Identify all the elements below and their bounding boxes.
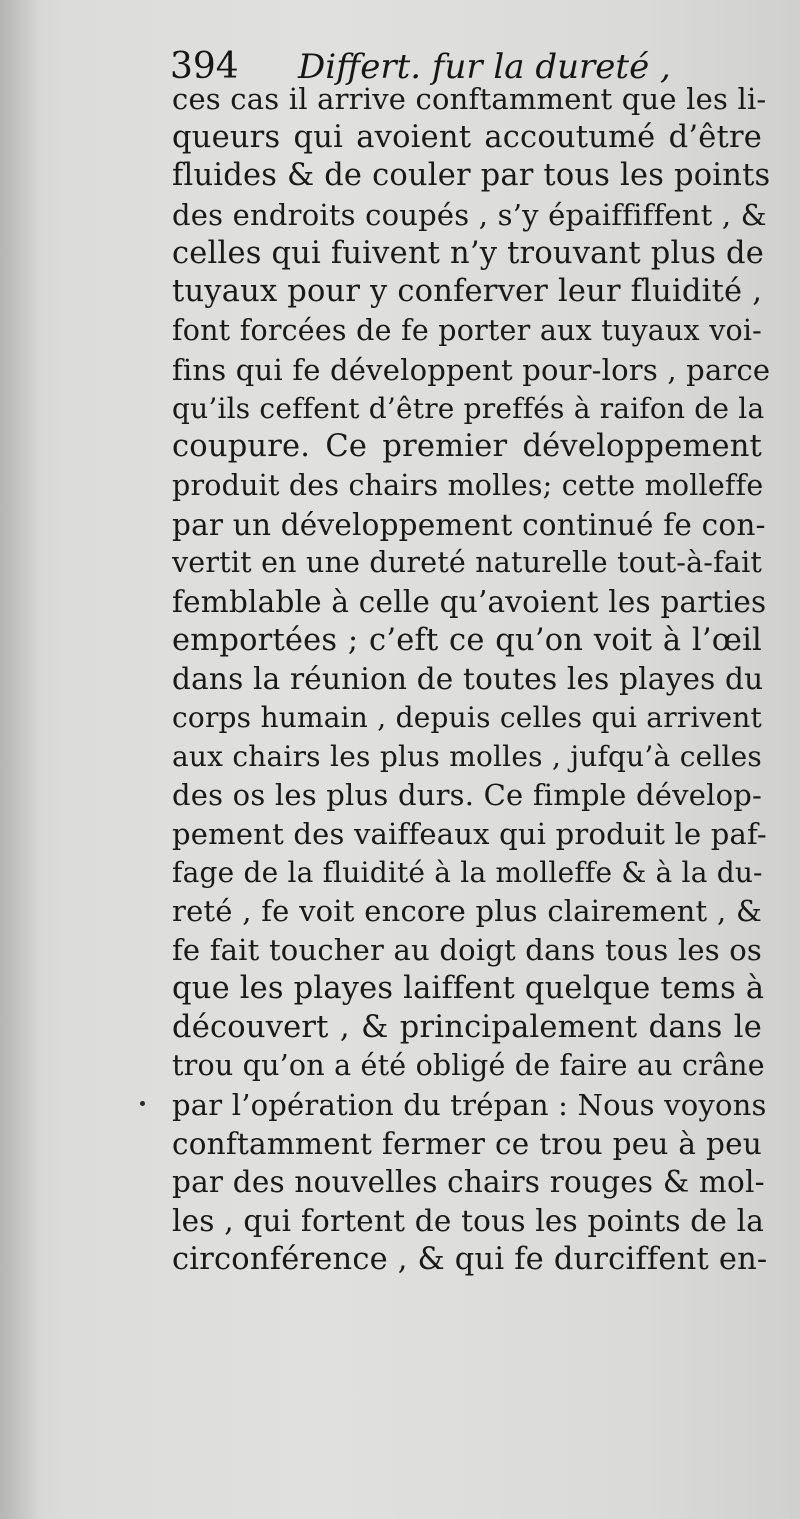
text-line: conftamment fermer ce trou peu à peu <box>172 1126 762 1161</box>
text-line: les , qui fortent de tous les points de la <box>172 1203 765 1238</box>
text-line: des endroits coupés , s’y épaiffiffent , & <box>172 198 767 233</box>
text-line: qu’ils ceffent d’être preffés à raifon de la <box>172 391 765 425</box>
text-line: produit des chairs molles; cette molleffe <box>172 468 764 502</box>
text-line: par des nouvelles chairs rouges & mol- <box>172 1165 765 1200</box>
gutter-shadow <box>0 0 40 1519</box>
margin-mark <box>140 1101 145 1106</box>
text-line: dans la réunion de toutes les playes du <box>172 662 764 697</box>
text-line: fe fait toucher au doigt dans tous les os <box>172 933 762 968</box>
text-line: queurs qui avoient accoutumé d’être <box>172 119 762 155</box>
text-line: des os les plus durs. Ce fimple dévelop- <box>172 778 762 813</box>
text-line: pement des vaiffeaux qui produit le paf- <box>172 817 767 852</box>
text-line: par l’opération du trépan : Nous voyons <box>172 1087 767 1122</box>
text-line: fins qui fe développent pour-lors , parce <box>172 352 771 387</box>
text-line: font forcées de fe porter aux tuyaux voi- <box>172 314 762 348</box>
text-line: trou qu’on a été obligé de faire au crâne <box>172 1049 765 1083</box>
text-line: corps humain , depuis celles qui arrivent <box>172 701 762 734</box>
text-line: que les playes laiffent quelque tems à <box>172 970 765 1006</box>
text-line: vertit en une dureté naturelle tout-à-fait <box>172 546 763 580</box>
text-line: fluides & de couler par tous les points <box>172 158 771 194</box>
text-line: ces cas il arrive conftamment que les li- <box>172 82 767 116</box>
text-line: circonférence , & qui fe durciffent en- <box>172 1241 768 1277</box>
running-head: Differt. fur la dureté , <box>298 47 671 87</box>
text-line: par un développement continué fe con- <box>172 507 766 542</box>
text-line: femblable à celle qu’avoient les parties <box>172 584 767 619</box>
body-text <box>172 80 771 1279</box>
text-line: tuyaux pour y conferver leur fluidité , <box>172 274 763 310</box>
text-line: emportées ; c’eft ce qu’on voit à l’œil <box>172 622 762 658</box>
text-line: aux chairs les plus molles , jufqu’à celles <box>172 739 762 773</box>
text-line: reté , fe voit encore plus clairement , & <box>172 894 762 929</box>
text-line: fage de la fluidité à la molleffe & à la du- <box>172 855 763 889</box>
text-line: coupure. Ce premier développement <box>172 429 762 465</box>
page-number: 394 <box>170 46 239 87</box>
text-line: celles qui fuivent n’y trouvant plus de <box>172 235 764 271</box>
text-line: découvert , & principalement dans le <box>172 1009 762 1045</box>
